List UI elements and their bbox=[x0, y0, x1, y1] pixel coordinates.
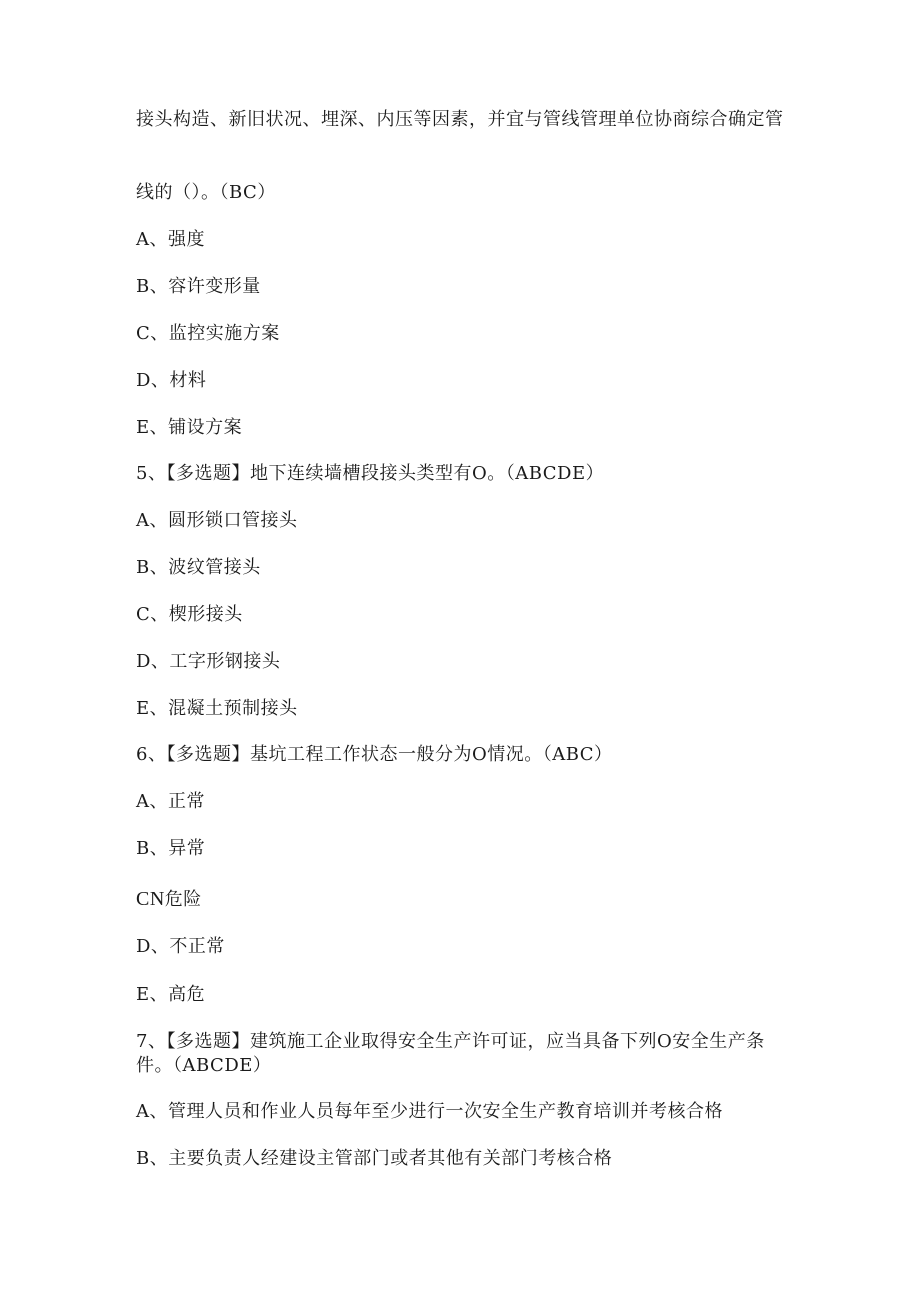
option-a: A、强度 bbox=[136, 229, 205, 250]
option-d: D、材料 bbox=[136, 370, 207, 391]
option-b: B、容许变形量 bbox=[136, 276, 261, 297]
option-c bbox=[136, 887, 202, 912]
option-e: E、铺设方案 bbox=[136, 417, 243, 438]
option-e: E、高危 bbox=[136, 984, 206, 1005]
option-e: E、混凝土预制接头 bbox=[136, 698, 298, 719]
option-b: B、异常 bbox=[136, 838, 206, 859]
option-c: C、楔形接头 bbox=[136, 604, 243, 625]
question-4-stem-end: 线的（）。（BC） bbox=[136, 182, 276, 203]
option-b: B、主要负责人经建设主管部门或者其他有关部门考核合格 bbox=[136, 1148, 613, 1169]
option-d: D、工字形钢接头 bbox=[136, 651, 281, 672]
option-b: B、波纹管接头 bbox=[136, 557, 261, 578]
option-a: A、圆形锁口管接头 bbox=[136, 510, 298, 531]
question-7-stem: 7、【多选题】建筑施工企业取得安全生产许可证，应当具备下列O安全生产条件。（ABCDE） bbox=[136, 1031, 765, 1076]
option-d: D、不正常 bbox=[136, 936, 225, 957]
option-a: A、正常 bbox=[136, 791, 205, 812]
question-5-stem: 5、【多选题】地下连续墙槽段接头类型有O。（ABCDE） bbox=[136, 463, 605, 484]
option-a: A、管理人员和作业人员每年至少进行一次安全生产教育培训并考核合格 bbox=[136, 1101, 723, 1122]
question-6-stem: 6、【多选题】基坑工程工作状态一般分为O情况。（ABC） bbox=[136, 744, 613, 765]
option-c-prefix: CN bbox=[136, 888, 165, 910]
question-4-stem-continued: 接头构造、新旧状况、埋深、内压等因素，并宜与管线管理单位协商综合确定管 bbox=[136, 109, 784, 130]
option-c-text: 危险 bbox=[164, 889, 202, 910]
option-c: C、监控实施方案 bbox=[136, 323, 280, 344]
